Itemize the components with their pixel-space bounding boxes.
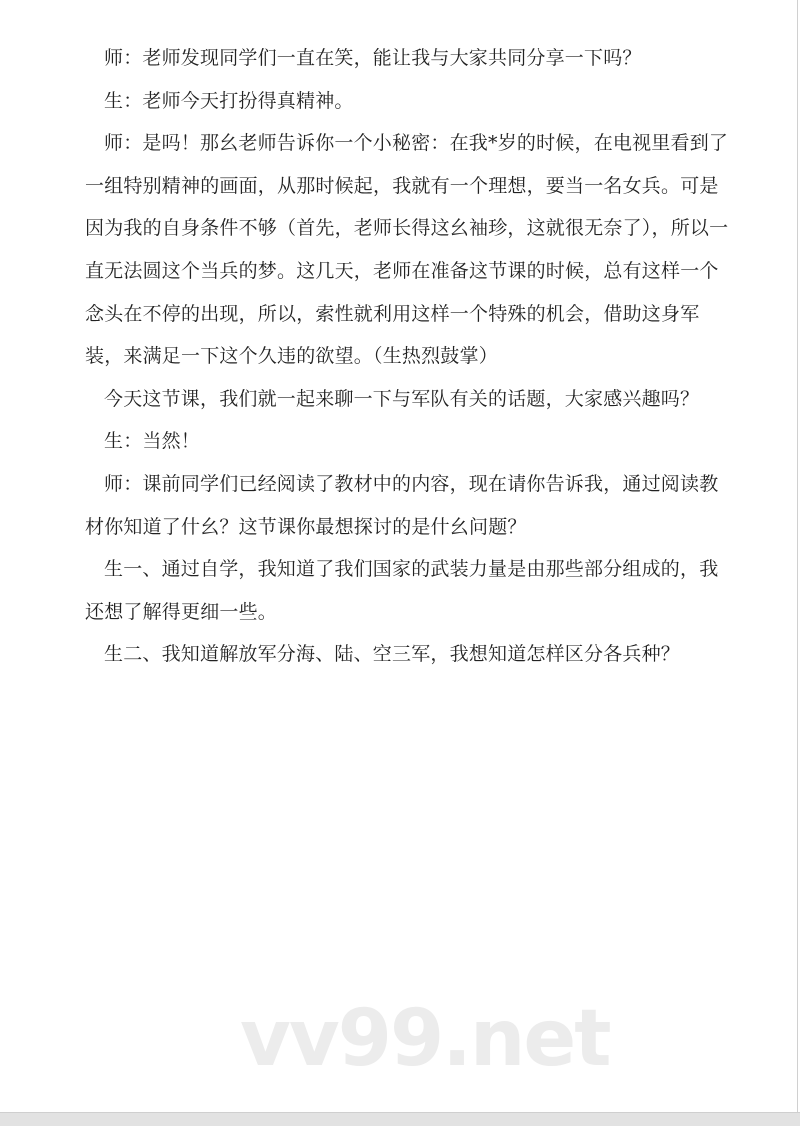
text-line: 生：老师今天打扮得真精神。 <box>104 89 354 112</box>
text-line: 师：是吗！那幺老师告诉你一个小秘密：在我*岁的时候，在电视里看到了 <box>104 132 729 155</box>
text-line: 师：老师发现同学们一直在笑，能让我与大家共同分享一下吗？ <box>104 47 642 69</box>
text-line: 因为我的自身条件不够（首先，老师长得这幺袖珍，这就很无奈了），所以一 <box>85 217 729 240</box>
text-line: 还想了解得更细一些。 <box>85 600 278 623</box>
text-line: 直无法圆这个当兵的梦。这几天，老师在准备这节课的时候，总有这样一个 <box>85 259 719 282</box>
next-page-edge <box>0 1126 800 1137</box>
text-line: 一组特别精神的画面，从那时候起，我就有一个理想，要当一名女兵。可是 <box>85 174 719 197</box>
text-line: 装，来满足一下这个久违的欲望。（生热烈鼓掌） <box>85 345 498 368</box>
document-body <box>85 44 729 683</box>
text-line: 师：课前同学们已经阅读了教材中的内容，现在请你告诉我，通过阅读教 <box>104 472 719 495</box>
text-line: 今天这节课，我们就一起来聊一下与军队有关的话题，大家感兴趣吗？ <box>104 387 700 410</box>
text-line: 生一、通过自学，我知道了我们国家的武装力量是由那些部分组成的，我 <box>104 558 719 581</box>
text-line: 生：当然！ <box>104 430 201 453</box>
text-line: 材你知道了什幺？这节课你最想探讨的是什幺问题？ <box>85 515 527 538</box>
page-separator <box>0 1112 800 1127</box>
text-line: 念头在不停的出现，所以，索性就利用这样一个特殊的机会，借助这身军 <box>85 302 700 325</box>
watermark: vv99.net <box>240 994 610 1084</box>
text-line: 生二、我知道解放军分海、陆、空三军，我想知道怎样区分各兵种？ <box>104 643 681 666</box>
